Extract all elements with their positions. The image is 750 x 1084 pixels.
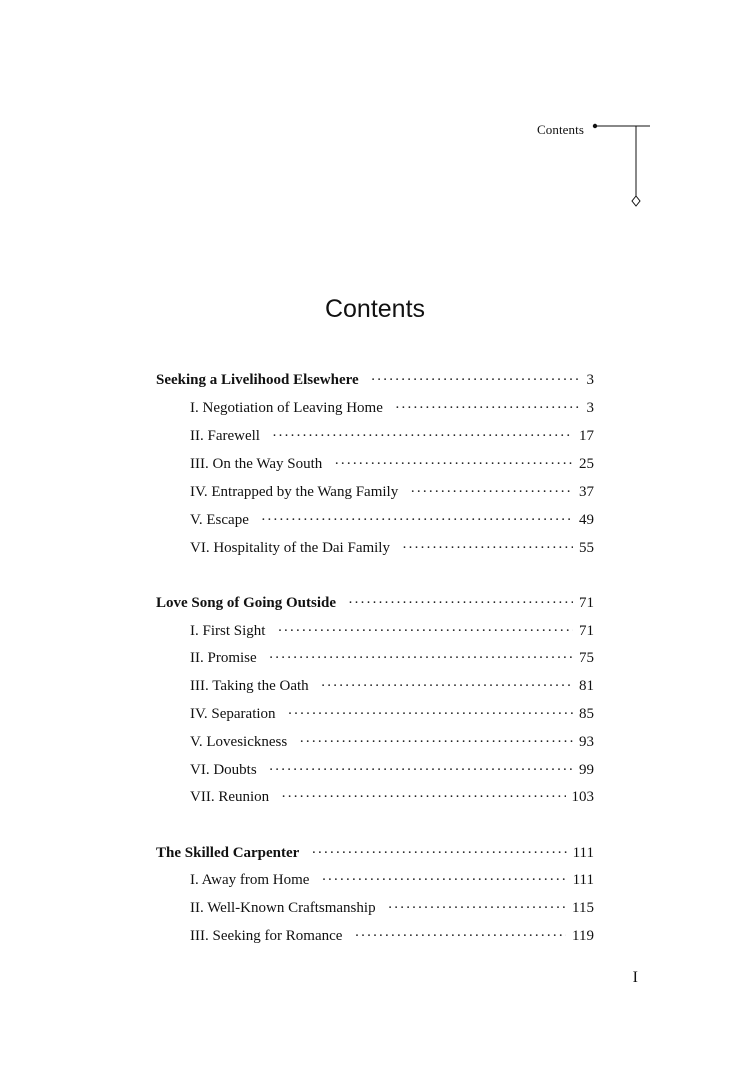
toc-chapter-title: V. Escape [190, 512, 249, 528]
dot-leader [410, 482, 573, 502]
toc-page-number: 71 [579, 595, 594, 611]
dot-leader [288, 704, 573, 724]
toc-chapter[interactable] [190, 926, 594, 946]
toc-chapter-title: V. Lovesickness [190, 734, 288, 750]
toc-part-1[interactable] [156, 370, 594, 390]
header-ornament-icon [590, 118, 660, 218]
toc-page-number: 25 [579, 456, 594, 472]
dot-leader [395, 398, 581, 418]
toc-part-title: Love Song of Going Outside [156, 595, 337, 611]
toc-page-number: 85 [579, 706, 594, 722]
toc-chapter[interactable] [190, 676, 594, 696]
toc-chapter-title: III. On the Way South [190, 456, 323, 472]
toc-page-number: 93 [579, 734, 594, 750]
toc-chapter[interactable] [190, 482, 594, 502]
toc-chapter-title: III. Taking the Oath [190, 678, 309, 694]
toc-page-number: 17 [579, 428, 594, 444]
toc-chapter-title: IV. Entrapped by the Wang Family [190, 484, 399, 500]
toc-page-number: 3 [586, 372, 594, 388]
toc-chapter[interactable] [190, 510, 594, 530]
dot-leader [348, 593, 573, 613]
dot-leader [321, 676, 573, 696]
dot-leader [281, 787, 565, 807]
toc-page-number: 103 [571, 789, 594, 805]
dot-leader [354, 926, 566, 946]
toc-chapter[interactable] [190, 704, 594, 724]
toc-page-number: 3 [586, 400, 594, 416]
toc-page-number: 115 [572, 900, 594, 916]
toc-chapter[interactable] [190, 398, 594, 418]
toc-chapter[interactable] [190, 621, 594, 641]
dot-leader [277, 621, 573, 641]
toc-chapter[interactable] [190, 454, 594, 474]
dot-leader [269, 648, 573, 668]
toc-chapter-title: VI. Hospitality of the Dai Family [190, 540, 390, 556]
toc-chapter[interactable] [190, 426, 594, 446]
dot-leader [311, 843, 566, 863]
folio-page-number: I [632, 969, 638, 986]
toc-chapter-title: I. Negotiation of Leaving Home [190, 400, 383, 416]
toc-chapter-title: I. Away from Home [190, 872, 310, 888]
toc-chapter-title: I. First Sight [190, 623, 266, 639]
toc-page-number: 111 [572, 845, 594, 861]
dot-leader [299, 732, 573, 752]
running-header: Contents [536, 122, 584, 137]
toc-chapter-title: III. Seeking for Romance [190, 928, 343, 944]
toc-page-number: 55 [579, 540, 594, 556]
toc-part-3[interactable] [156, 843, 594, 863]
toc-part-2[interactable] [156, 593, 594, 613]
toc-page-number: 111 [572, 872, 594, 888]
dot-leader [371, 370, 581, 390]
toc-chapter-title: VI. Doubts [190, 762, 257, 778]
toc-chapter[interactable] [190, 787, 594, 807]
toc-chapter[interactable] [190, 732, 594, 752]
dot-leader [321, 870, 566, 890]
toc-page-number: 37 [579, 484, 594, 500]
toc-page-number: 71 [579, 623, 594, 639]
dot-leader [269, 760, 573, 780]
toc-chapter-title: IV. Separation [190, 706, 276, 722]
toc-chapter[interactable] [190, 538, 594, 558]
toc-chapter[interactable] [190, 760, 594, 780]
toc-chapter-title: II. Promise [190, 650, 257, 666]
dot-leader [402, 538, 573, 558]
toc-page-number: 75 [579, 650, 594, 666]
toc-page-number: 81 [579, 678, 594, 694]
dot-leader [334, 454, 573, 474]
toc-page-number: 49 [579, 512, 594, 528]
toc-part-title: Seeking a Livelihood Elsewhere [156, 372, 359, 388]
dot-leader [272, 426, 573, 446]
page-title: Contents [324, 294, 426, 323]
dot-leader [388, 898, 566, 918]
toc-chapter[interactable] [190, 870, 594, 890]
toc-chapter[interactable] [190, 898, 594, 918]
toc-page-number: 119 [572, 928, 594, 944]
toc-part-title: The Skilled Carpenter [156, 845, 300, 861]
dot-leader [261, 510, 573, 530]
toc-chapter[interactable] [190, 648, 594, 668]
toc-chapter-title: II. Farewell [190, 428, 260, 444]
toc-chapter-title: VII. Reunion [190, 789, 270, 805]
toc-page-number: 99 [579, 762, 594, 778]
toc-chapter-title: II. Well-Known Craftsmanship [190, 900, 376, 916]
